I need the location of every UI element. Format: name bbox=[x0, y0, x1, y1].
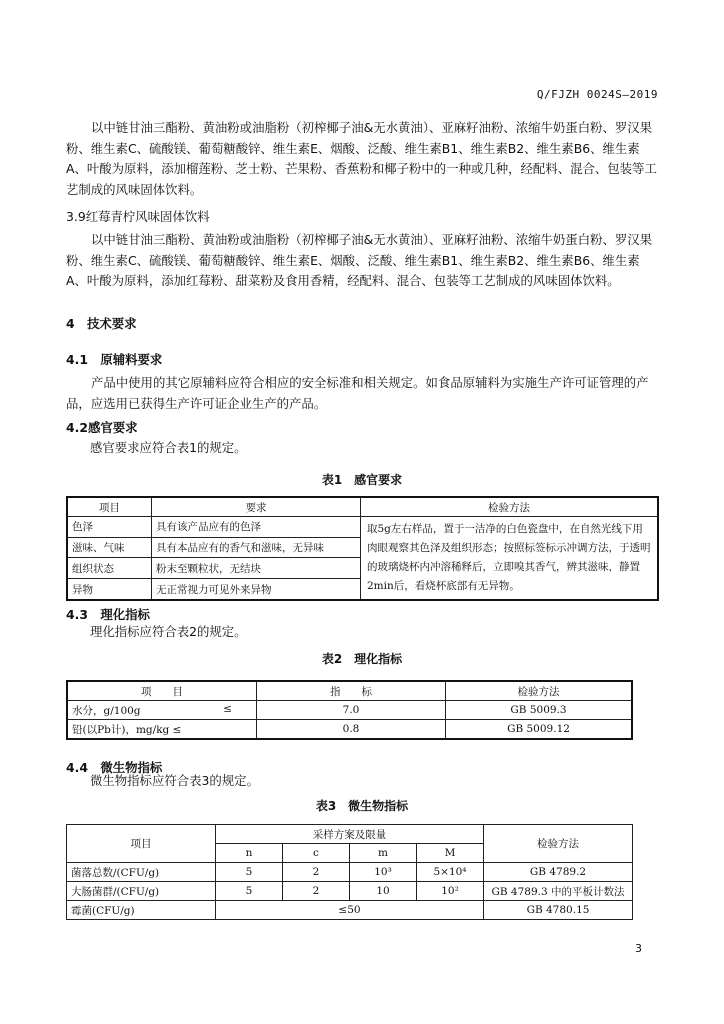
table3-cell: 5 bbox=[216, 863, 283, 882]
table3-cell: 10³ bbox=[350, 863, 417, 882]
physicochemical-table bbox=[66, 680, 633, 740]
table1-header: 要求 bbox=[152, 497, 361, 517]
paragraph-4-3: 理化指标应符合表2的规定。 bbox=[90, 624, 247, 639]
table3-header-plan: 采样方案及限量 bbox=[216, 825, 484, 844]
section-3-9-title: 3.9红莓青柠风味固体饮料 bbox=[66, 209, 210, 224]
table2-item: 铅(以Pb计)，mg/kg ≤ bbox=[67, 720, 257, 740]
table2-item-symbol: ≤ bbox=[223, 702, 232, 715]
table2-value: 0.8 bbox=[257, 720, 446, 740]
paragraph-4-2: 感官要求应符合表1的规定。 bbox=[90, 440, 247, 455]
table3-subheader: n bbox=[216, 844, 283, 863]
paragraph-4-1: 产品中使用的其它原辅料应符合相应的安全标准和相关规定。如食品原辅料为实施生产许可证管理的产品，应选用已获得生产许可证企业生产的产品。 bbox=[66, 375, 649, 411]
paragraph-3-8: 以中链甘油三酯粉、黄油粉或油脂粉（初榨椰子油&无水黄油）、亚麻籽油粉、浓缩牛奶蛋白粉、罗汉果粉、维生素C、硫酸镁、葡萄糖酸锌、维生素E、烟酸、泛酸、维生素B1、维生素B2、维生素B6、维生素A、叶酸为原料，添加榴莲粉、芝士粉、芒果粉、香蕉粉和椰子粉中的一种或几种，经配料、混合、包装等工艺制成的风味固体饮料。 bbox=[66, 120, 657, 197]
table3-header-item: 项目 bbox=[67, 825, 216, 863]
table2-item-label: 水分，g/100g bbox=[72, 704, 141, 717]
table1-cell: 粉末至颗粒状，无结块 bbox=[152, 558, 361, 579]
table2-caption: 表2 理化指标 bbox=[321, 652, 403, 666]
table1-cell: 异物 bbox=[67, 579, 152, 600]
table3-cell: 5 bbox=[216, 882, 283, 901]
table3-caption: 表3 微生物指标 bbox=[315, 799, 409, 813]
microbial-table bbox=[66, 824, 633, 920]
table1-cell: 色泽 bbox=[67, 517, 152, 538]
table3-cell: 2 bbox=[283, 882, 350, 901]
table3-header-method: 检验方法 bbox=[484, 825, 633, 863]
table3-item: 大肠菌群/(CFU/g) bbox=[67, 882, 216, 901]
table1-header: 检验方法 bbox=[361, 497, 659, 517]
table3-item: 菌落总数/(CFU/g) bbox=[67, 863, 216, 882]
table3-cell: 2 bbox=[283, 863, 350, 882]
table3-subheader: M bbox=[417, 844, 484, 863]
table2-method: GB 5009.12 bbox=[446, 720, 633, 740]
table2-header: 项 目 bbox=[67, 681, 257, 701]
table2-method: GB 5009.3 bbox=[446, 701, 633, 720]
table2-item bbox=[67, 701, 257, 720]
table2-header: 指 标 bbox=[257, 681, 446, 701]
table3-subheader: c bbox=[283, 844, 350, 863]
table1-cell: 具有该产品应有的色泽 bbox=[152, 517, 361, 538]
table1-cell: 具有本品应有的香气和滋味，无异味 bbox=[152, 537, 361, 558]
table1-header: 项目 bbox=[67, 497, 152, 517]
table1-cell: 无正常视力可见外来异物 bbox=[152, 579, 361, 600]
table1-method: 取5g左右样品，置于一洁净的白色瓷盘中，在自然光线下用肉眼观察其色泽及组织形态；按照标签标示冲调方法，于透明的玻璃烧杯内冲溶稀释后，立即嗅其香气，辨其滋味，静置2min后，看烧杯底部有无异物。 bbox=[361, 517, 659, 601]
table1-cell: 滋味、气味 bbox=[67, 537, 152, 558]
standard-number: Q/FJZH 0024S—2019 bbox=[536, 88, 658, 101]
section-4-title: 4 技术要求 bbox=[66, 316, 137, 331]
table3-method: GB 4789.3 中的平板计数法 bbox=[484, 882, 633, 901]
table3-limit: ≤50 bbox=[216, 901, 484, 920]
table2-value: 7.0 bbox=[257, 701, 446, 720]
table3-method: GB 4780.15 bbox=[484, 901, 633, 920]
section-4-4-title: 4.4 微生物指标 bbox=[66, 760, 163, 775]
section-4-2-title: 4.2感官要求 bbox=[66, 420, 138, 435]
table1-caption: 表1 感官要求 bbox=[321, 473, 403, 487]
table3-cell: 5×10⁴ bbox=[417, 863, 484, 882]
table3-subheader: m bbox=[350, 844, 417, 863]
section-4-3-title: 4.3 理化指标 bbox=[66, 607, 150, 622]
table2-header: 检验方法 bbox=[446, 681, 633, 701]
sensory-table bbox=[66, 496, 659, 601]
table3-cell: 10 bbox=[350, 882, 417, 901]
paragraph-3-9: 以中链甘油三酯粉、黄油粉或油脂粉（初榨椰子油&无水黄油）、亚麻籽油粉、浓缩牛奶蛋白粉、罗汉果粉、维生素C、硫酸镁、葡萄糖酸锌、维生素E、烟酸、泛酸、维生素B1、维生素B2、维生素B6、维生素A、叶酸为原料，添加红莓粉、甜菜粉及食用香精，经配料、混合、包装等工艺制成的风味固体饮料。 bbox=[66, 232, 653, 288]
table3-cell: 10² bbox=[417, 882, 484, 901]
page-number: 3 bbox=[635, 942, 642, 955]
paragraph-4-4: 微生物指标应符合表3的规定。 bbox=[90, 773, 259, 788]
section-4-1-title: 4.1 原辅料要求 bbox=[66, 352, 163, 367]
table3-method: GB 4789.2 bbox=[484, 863, 633, 882]
table3-item: 霉菌(CFU/g) bbox=[67, 901, 216, 920]
table1-cell: 组织状态 bbox=[67, 558, 152, 579]
